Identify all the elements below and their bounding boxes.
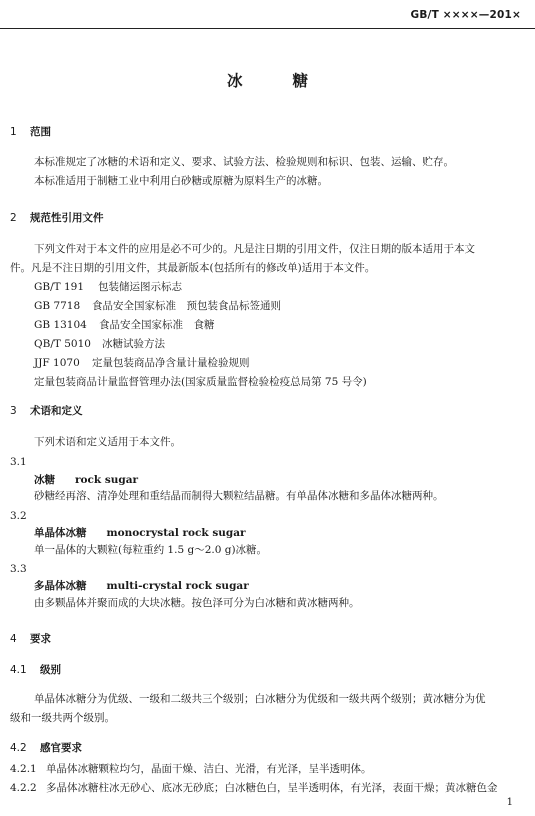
section-title: 要求 [30, 633, 51, 645]
term-zh: 单晶体冰糖 [34, 527, 87, 539]
reference-item [34, 339, 165, 350]
document-title: 冰糖 [226, 72, 358, 90]
paragraph: 下列术语和定义适用于本文件。 [34, 436, 181, 448]
term-number: 3.1 [10, 456, 27, 468]
page-number: 1 [506, 797, 513, 808]
section-title: 术语和定义 [30, 405, 83, 417]
term-en: rock sugar [75, 474, 139, 486]
reference-title: 包装储运图示标志 [98, 281, 182, 293]
paragraph: 本标准规定了冰糖的术语和定义、要求、试验方法、检验规则和标识、包装、运输、贮存。 [34, 156, 454, 168]
header-divider [0, 28, 535, 29]
paragraph: 本标准适用于制糖工业中利用白砂糖或原糖为原料生产的冰糖。 [34, 175, 328, 187]
paragraph: 件。凡是不注日期的引用文件，其最新版本(包括所有的修改单)适用于本文件。 [10, 262, 376, 274]
section-title: 规范性引用文件 [30, 212, 104, 224]
term-en: multi-crystal rock sugar [106, 580, 249, 592]
reference-code: GB/T 191 [34, 281, 85, 293]
clause-number: 4.2.1 [10, 763, 37, 775]
clause-number: 4.2.2 [10, 782, 37, 794]
section-heading-requirements [10, 631, 51, 646]
term-zh: 冰糖 [34, 474, 55, 486]
section-heading-normative-references [10, 210, 104, 225]
subsection-number: 4.1 [10, 664, 27, 676]
subsection-heading-grades [10, 662, 61, 677]
term-zh: 多晶体冰糖 [34, 580, 87, 592]
term-definition: 由多颗晶体并聚而成的大块冰糖。按色泽可分为白冰糖和黄冰糖两种。 [34, 597, 360, 609]
term-en: monocrystal rock sugar [106, 527, 246, 539]
section-number: 1 [10, 126, 17, 138]
reference-code: QB/T 5010 [34, 338, 91, 350]
subsection-title: 级别 [40, 664, 61, 676]
reference-item: 定量包装商品计量监督管理办法(国家质量监督检验检疫总局第 75 号令) [34, 376, 367, 388]
section-title: 范围 [30, 126, 51, 138]
reference-title: 定量包装商品净含量计量检验规则 [92, 357, 250, 369]
clause-item [10, 783, 498, 794]
reference-code: GB 7718 [34, 300, 81, 312]
reference-title: 冰糖试验方法 [102, 338, 165, 350]
subsection-number: 4.2 [10, 742, 27, 754]
term-number: 3.2 [10, 510, 27, 522]
clause-item [10, 764, 372, 775]
subsection-heading-sensory [10, 740, 82, 755]
section-heading-terms-definitions [10, 403, 83, 418]
subsection-title: 感官要求 [40, 742, 82, 754]
standard-code: GB/T ××××—201× [410, 9, 521, 21]
reference-item [34, 320, 215, 331]
paragraph: 级和一级共两个级别。 [10, 712, 115, 724]
term-entry [34, 475, 138, 486]
reference-title: 食品安全国家标准 预包装食品标签通则 [92, 300, 281, 312]
paragraph: 下列文件对于本文件的应用是必不可少的。凡是注日期的引用文件，仅注日期的版本适用于本文 [34, 243, 475, 255]
term-number: 3.3 [10, 563, 27, 575]
reference-item [34, 301, 281, 312]
section-number: 4 [10, 633, 17, 645]
term-entry [34, 581, 249, 592]
section-number: 2 [10, 212, 17, 224]
term-entry [34, 528, 246, 539]
reference-title: 食品安全国家标准 食糖 [99, 319, 215, 331]
clause-text: 多晶体冰糖柱冰无砂心、底冰无砂底；白冰糖色白，呈半透明体，有光泽，表面干燥；黄冰糖色金 [46, 782, 498, 794]
term-definition: 单一晶体的大颗粒(每粒重约 1.5 g～2.0 g)冰糖。 [34, 544, 268, 556]
reference-code: GB 13104 [34, 319, 87, 331]
reference-item [34, 282, 182, 293]
paragraph: 单晶体冰糖分为优级、一级和二级共三个级别；白冰糖分为优级和一级共两个级别；黄冰糖分为优 [34, 693, 486, 705]
reference-code: JJF 1070 [34, 357, 80, 369]
term-definition: 砂糖经再溶、清净处理和重结晶而制得大颗粒结晶糖。有单晶体冰糖和多晶体冰糖两种。 [34, 490, 444, 502]
section-number: 3 [10, 405, 17, 417]
reference-item [34, 358, 250, 369]
clause-text: 单晶体冰糖颗粒均匀，晶面干燥、洁白、光滑，有光泽，呈半透明体。 [46, 763, 372, 775]
section-heading-scope [10, 124, 51, 139]
